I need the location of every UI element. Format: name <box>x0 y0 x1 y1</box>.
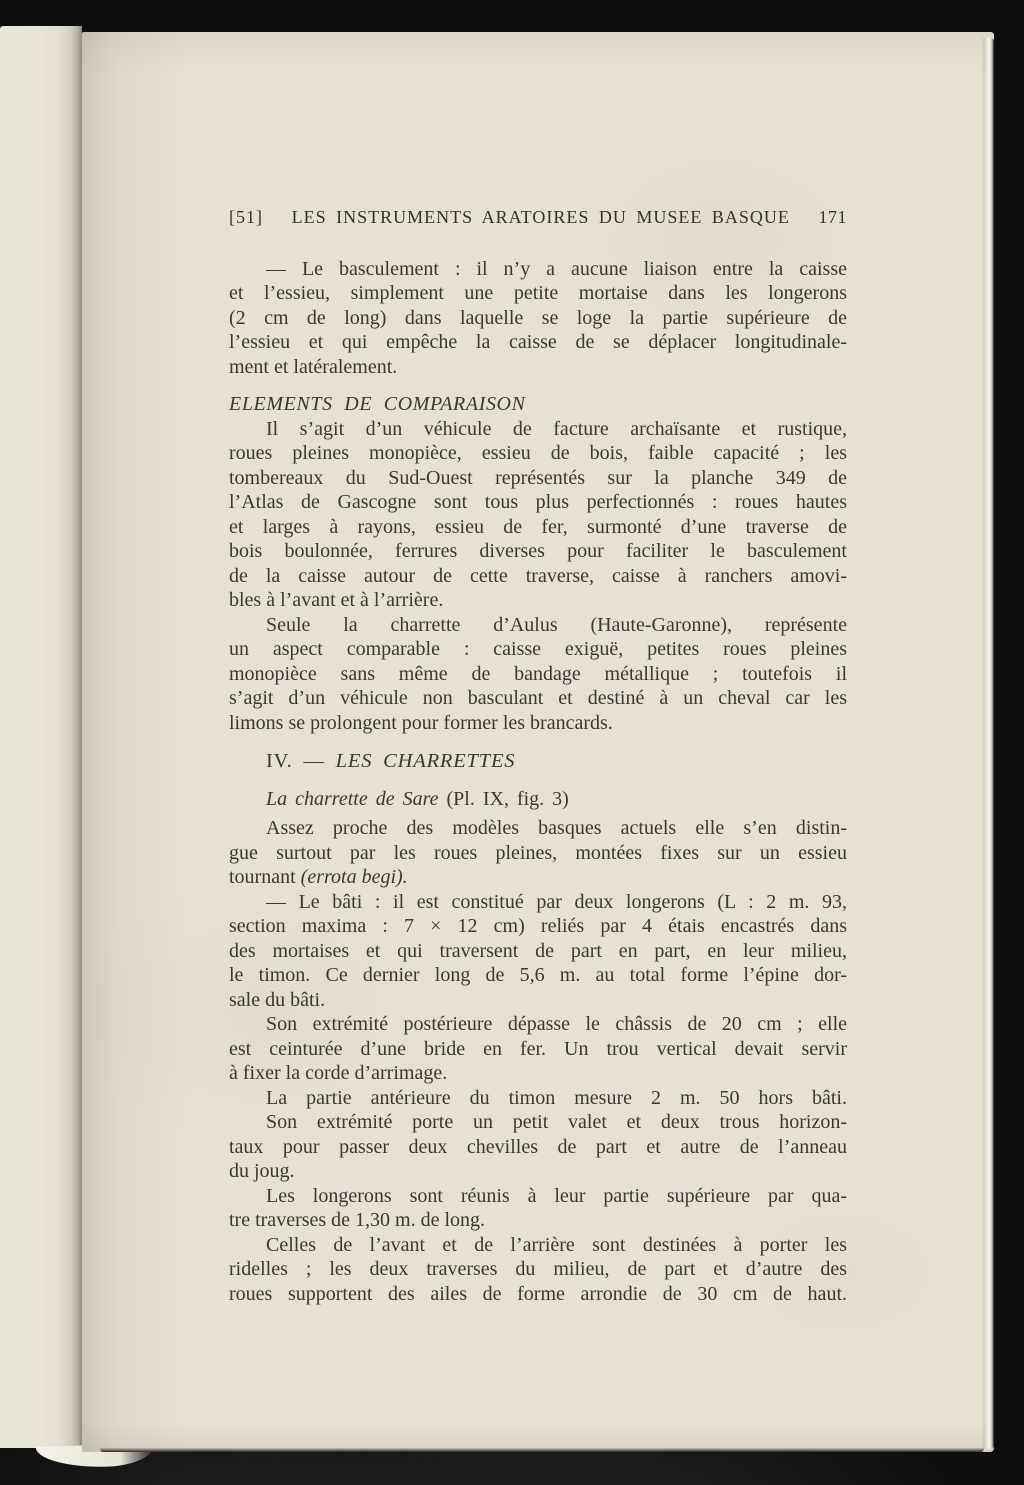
text-line: le timon. Ce dernier long de 5,6 m. au total forme l’épine dor- <box>229 964 847 986</box>
text-line: limons se prolongent pour former les brancards. <box>229 711 613 734</box>
text-line: Son extrémité postérieure dépasse le châssis de 20 cm ; elle <box>266 1013 847 1035</box>
text-line: sale du bâti. <box>229 988 326 1011</box>
text-line: section maxima : 7 × 12 cm) reliés par 4 étais encastrés dans <box>229 915 847 937</box>
paragraph-valet <box>229 1110 847 1184</box>
text-line: gue surtout par les roues pleines, montées fixes sur un essieu <box>229 841 847 864</box>
text-line: de la caisse autour de cette traverse, caisse à ranchers amovi- <box>229 564 847 587</box>
text-line: du joug. <box>229 1160 295 1182</box>
text-line: est ceinturée d’une bride en fer. Un trou vertical devait servir <box>229 1037 847 1060</box>
text-line <box>229 865 847 890</box>
text-run: IV. — <box>266 750 336 772</box>
text-line: bles à l’avant et à l’arrière. <box>229 589 444 611</box>
paragraph-comparaison <box>229 417 847 613</box>
paragraph-bati <box>229 890 847 1013</box>
text-line: roues pleines monopièce, essieu de bois, faible capacité ; les <box>229 442 847 464</box>
text-line: ridelles ; les deux traverses du milieu, de part et d’autre des <box>229 1258 847 1280</box>
text-line: et l’essieu, simplement une petite mortaise dans les longerons <box>229 282 847 304</box>
text-run: (Pl. IX, fig. 3) <box>438 787 569 810</box>
text-line: — Le bâti : il est constitué par deux longerons (L : 2 m. 93, <box>266 890 847 913</box>
text-line: Il s’agit d’un véhicule de facture archaïsante et rustique, <box>266 417 847 440</box>
paragraph-aulus <box>229 613 847 736</box>
page-body <box>229 257 847 1307</box>
italic-text: LES CHARRETTES <box>335 750 516 772</box>
paragraph-extremite-posterieure <box>229 1012 847 1086</box>
book-page <box>82 32 994 1452</box>
text-line: s’agit d’un véhicule non basculant et destiné à un cheval car les <box>229 687 847 709</box>
text-line: l’Atlas de Gascogne sont tous plus perfectionnés : roues hautes <box>229 491 847 513</box>
section-reference: [51] <box>229 207 263 227</box>
text-line: des mortaises et qui traversent de part en part, en leur milieu, <box>229 939 847 962</box>
italic-text: La charrette de Sare <box>266 787 439 810</box>
text-line: ment et latéralement. <box>229 355 398 378</box>
text-line: tre traverses de 1,30 m. de long. <box>229 1209 486 1231</box>
text-line: bois boulonnée, ferrures diverses pour faciliter le basculement <box>229 540 847 562</box>
text-line: tombereaux du Sud-Ouest représentés sur la planche 349 de <box>229 466 847 489</box>
left-page-edge <box>0 26 82 1448</box>
paragraph-modeles <box>229 816 847 890</box>
text-line: un aspect comparable : caisse exiguë, petites roues pleines <box>229 638 847 660</box>
section-heading-elements <box>229 392 847 417</box>
page-edge-bottom <box>100 1448 984 1452</box>
paragraph-traverses <box>229 1233 847 1307</box>
section-heading-charrettes <box>229 749 847 774</box>
page-number: 171 <box>818 207 847 227</box>
paragraph-longerons <box>229 1184 847 1233</box>
text-line: taux pour passer deux chevilles de part et autre de l’anneau <box>229 1135 847 1158</box>
text-line: Seule la charrette d’Aulus (Haute-Garonne), représente <box>266 613 847 636</box>
text-line: (2 cm de long) dans laquelle se loge la partie supérieure de <box>229 306 847 329</box>
text-line: Son extrémité porte un petit valet et deux trous horizon- <box>266 1111 847 1133</box>
paragraph-partie-anterieure <box>229 1086 847 1111</box>
text-line: Assez proche des modèles basques actuels elle s’en distin- <box>266 817 847 839</box>
text-line: l’essieu et qui empêche la caisse de se déplacer longitudinale- <box>229 331 847 353</box>
text-line: La partie antérieure du timon mesure 2 m. 50 hors bâti. <box>266 1086 847 1109</box>
subsection-heading-sare <box>229 787 847 812</box>
text-run: tournant <box>229 866 301 888</box>
italic-text: ELEMENTS DE COMPARAISON <box>229 393 526 415</box>
page-edge-right <box>981 38 994 1449</box>
text-line: roues supportent des ailes de forme arrondie de 30 cm de haut. <box>229 1282 847 1305</box>
text-line: et larges à rayons, essieu de fer, surmonté d’une traverse de <box>229 515 847 538</box>
text-block <box>229 205 847 1306</box>
text-line: — Le basculement : il n’y a aucune liaison entre la caisse <box>266 257 847 280</box>
text-line: monopièce sans même de bandage métallique ; toutefois il <box>229 662 847 685</box>
text-line: Celles de l’avant et de l’arrière sont destinées à porter les <box>266 1233 847 1256</box>
italic-text: (errota begi). <box>300 866 408 888</box>
text-line: à fixer la corde d’arrimage. <box>229 1062 448 1084</box>
text-line: Les longerons sont réunis à leur partie supérieure par qua- <box>266 1184 847 1207</box>
paragraph-basculement <box>229 257 847 380</box>
running-title: LES INSTRUMENTS ARATOIRES DU MUSEE BASQUE <box>291 207 790 227</box>
running-header <box>229 205 847 230</box>
